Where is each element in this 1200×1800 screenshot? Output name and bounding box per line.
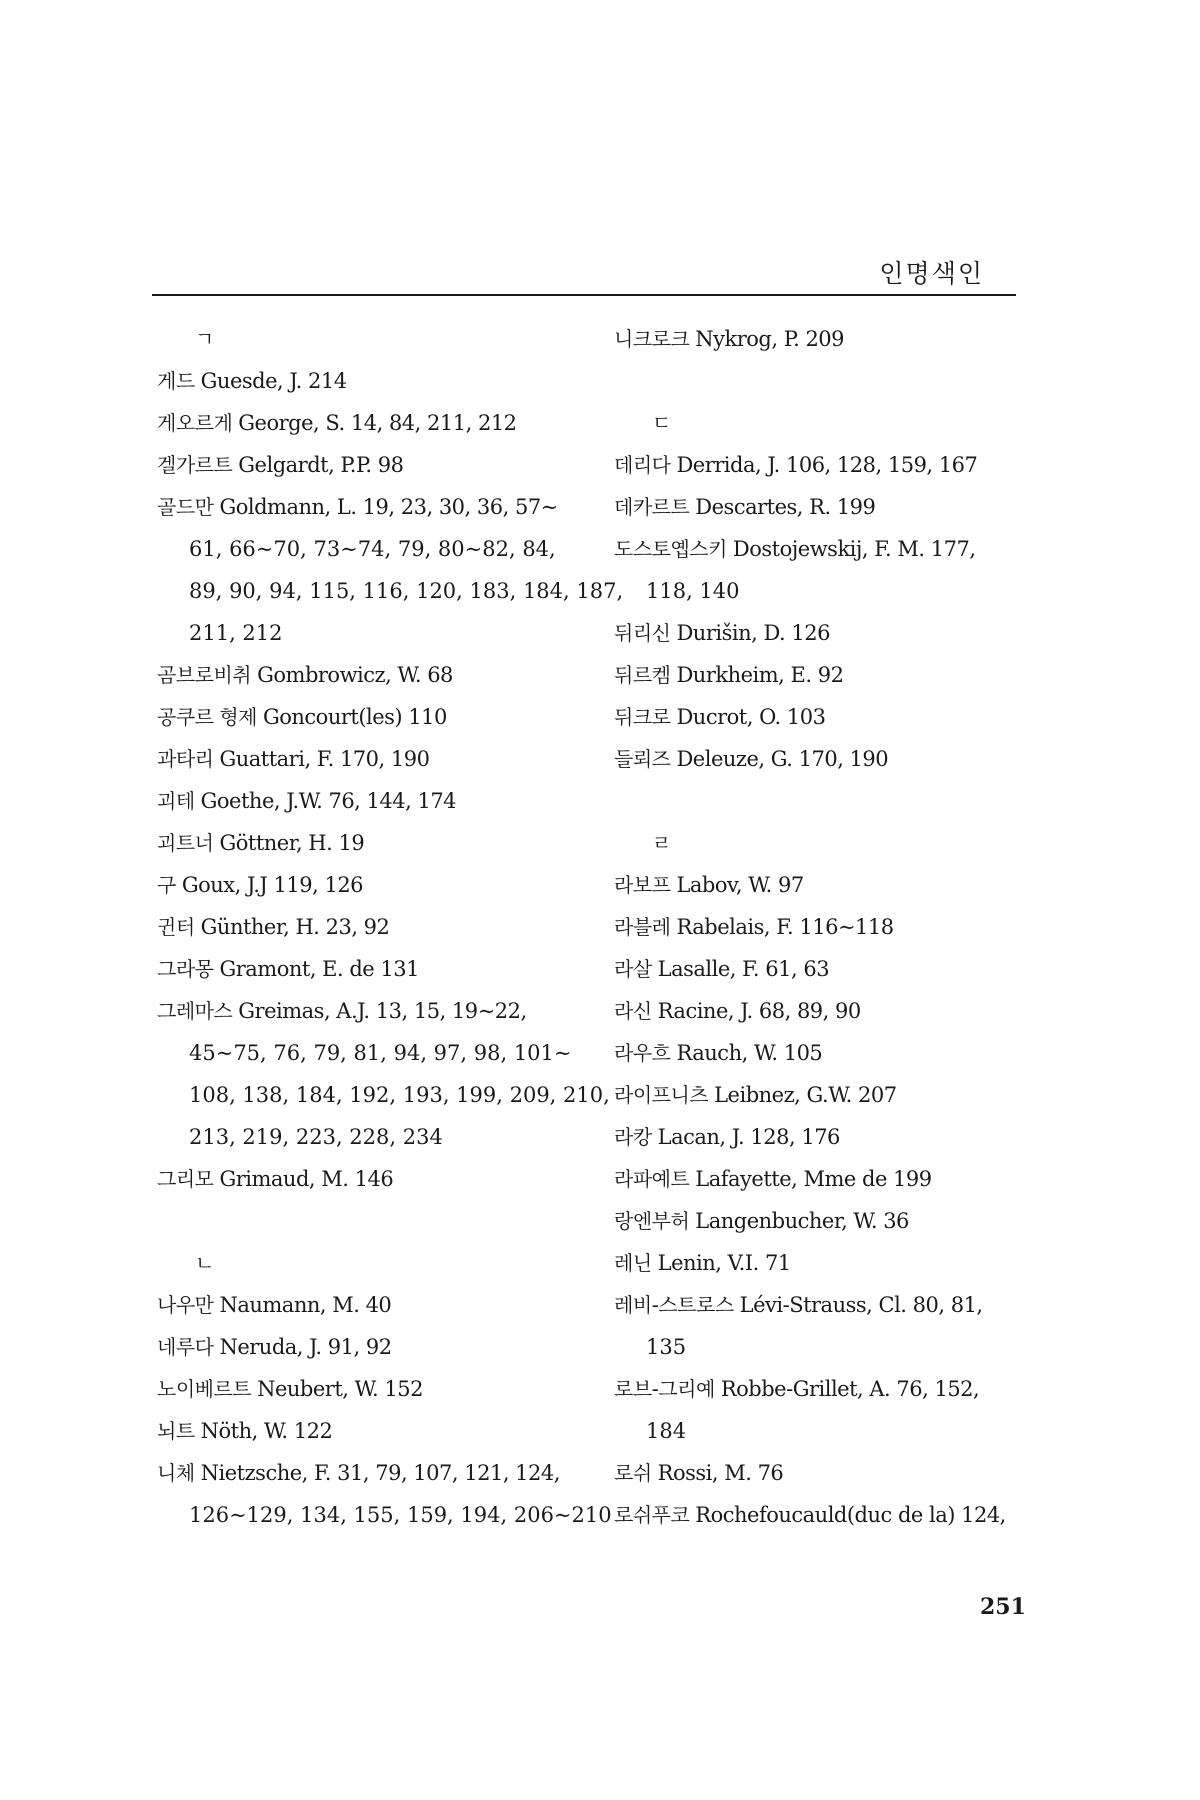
korean-name: 공쿠르 형제 [157, 705, 257, 729]
original-name-pages: Rossi, M. 76 [657, 1461, 784, 1485]
header-divider [152, 294, 1016, 296]
korean-name: 골드만 [157, 495, 214, 519]
original-name-pages: Goncourt(les) 110 [262, 705, 447, 729]
original-name-pages: George, S. 14, 84, 211, 212 [238, 411, 517, 435]
index-entry [614, 1242, 1064, 1284]
index-entry-continuation: 126∼129, 134, 155, 159, 194, 206∼210 [189, 1503, 612, 1527]
index-entry [614, 1368, 1064, 1410]
korean-name: 라파예트 [614, 1167, 690, 1191]
korean-name: 데리다 [614, 453, 671, 477]
original-name-pages: Leibnez, G.W. 207 [714, 1083, 897, 1107]
korean-name: 노이베르트 [157, 1377, 252, 1401]
index-entry-continuation: 61, 66∼70, 73∼74, 79, 80∼82, 84, [189, 537, 556, 561]
index-entry [614, 948, 1064, 990]
korean-name: 니크로크 [614, 327, 690, 351]
korean-name: 그라몽 [157, 957, 214, 981]
index-entry [614, 1494, 1064, 1536]
korean-name: 뇌트 [157, 1419, 195, 1443]
index-column-right [614, 318, 1064, 1536]
original-name-pages: Racine, J. 68, 89, 90 [657, 999, 861, 1023]
korean-name: 랑엔부허 [614, 1209, 690, 1233]
original-name-pages: Neubert, W. 152 [257, 1377, 423, 1401]
original-name-pages: Goethe, J.W. 76, 144, 174 [200, 789, 457, 813]
korean-name: 괴트너 [157, 831, 214, 855]
index-entry [157, 1452, 587, 1494]
original-name-pages: Durkheim, E. 92 [676, 663, 844, 687]
index-section-heading: ㄹ [652, 831, 672, 855]
index-entry [157, 738, 587, 780]
korean-name: 뒤르켐 [614, 663, 671, 687]
original-name-pages: Dostojewskij, F. M. 177, [732, 537, 976, 561]
korean-name: 네루다 [157, 1335, 214, 1359]
index-entry [614, 1284, 1064, 1326]
original-name-pages: Goux, J.J 119, 126 [181, 873, 364, 897]
page-number: 251 [980, 1594, 1026, 1620]
korean-name: 라우흐 [614, 1041, 671, 1065]
korean-name: 라살 [614, 957, 652, 981]
original-name-pages: Gelgardt, P.P. 98 [238, 453, 404, 477]
section-spacer [157, 1200, 587, 1242]
korean-name: 들뢰즈 [614, 747, 671, 771]
index-entry [157, 1368, 587, 1410]
index-entry [614, 696, 1064, 738]
index-entry-continuation: 213, 219, 223, 228, 234 [189, 1125, 443, 1149]
index-entry [614, 444, 1064, 486]
original-name-pages: Lacan, J. 128, 176 [657, 1125, 840, 1149]
index-entry [157, 864, 587, 906]
korean-name: 라이프니츠 [614, 1083, 709, 1107]
korean-name: 나우만 [157, 1293, 214, 1317]
index-entry [614, 1452, 1064, 1494]
index-entry [157, 822, 587, 864]
index-column-left [157, 318, 624, 1536]
index-entry [157, 1158, 587, 1200]
index-entry [614, 1032, 1064, 1074]
korean-name: 로쉬 [614, 1461, 652, 1485]
original-name-pages: Labov, W. 97 [676, 873, 804, 897]
original-name-pages: Derrida, J. 106, 128, 159, 167 [676, 453, 978, 477]
original-name-pages: Ducrot, O. 103 [676, 705, 826, 729]
index-entry [157, 906, 587, 948]
original-name-pages: Lévi-Strauss, Cl. 80, 81, [739, 1293, 983, 1317]
index-entry [157, 696, 587, 738]
index-entry [614, 864, 1064, 906]
korean-name: 로쉬푸코 [614, 1503, 690, 1527]
index-entry [614, 1116, 1064, 1158]
index-entry [614, 990, 1064, 1032]
korean-name: 겔가르트 [157, 453, 233, 477]
index-entry [614, 486, 1064, 528]
original-name-pages: Greimas, A.J. 13, 15, 19∼22, [238, 999, 527, 1023]
index-entry [614, 1158, 1064, 1200]
index-entry [614, 738, 1064, 780]
index-entry [157, 654, 587, 696]
korean-name: 그레마스 [157, 999, 233, 1023]
original-name-pages: Nietzsche, F. 31, 79, 107, 121, 124, [200, 1461, 560, 1485]
korean-name: 뒤크로 [614, 705, 671, 729]
index-entry [157, 1410, 587, 1452]
original-name-pages: Neruda, J. 91, 92 [219, 1335, 392, 1359]
index-entry [157, 486, 587, 528]
index-entry-continuation: 184 [646, 1419, 687, 1443]
index-entry [157, 402, 587, 444]
original-name-pages: Rabelais, F. 116∼118 [676, 915, 894, 939]
index-section-heading: ㄷ [652, 411, 672, 435]
original-name-pages: Lenin, V.I. 71 [657, 1251, 791, 1275]
index-entry-continuation: 89, 90, 94, 115, 116, 120, 183, 184, 187, [189, 579, 624, 603]
index-entry-continuation: 45∼75, 76, 79, 81, 94, 97, 98, 101∼ [189, 1041, 572, 1065]
korean-name: 구 [157, 873, 176, 897]
korean-name: 뒤리신 [614, 621, 671, 645]
korean-name: 과타리 [157, 747, 214, 771]
korean-name: 게드 [157, 369, 195, 393]
original-name-pages: Descartes, R. 199 [695, 495, 876, 519]
index-entry [157, 1326, 587, 1368]
original-name-pages: Gombrowicz, W. 68 [257, 663, 453, 687]
index-entry [157, 990, 587, 1032]
original-name-pages: Goldmann, L. 19, 23, 30, 36, 57∼ [219, 495, 558, 519]
index-entry [614, 906, 1064, 948]
section-spacer [614, 780, 1064, 822]
index-entry [614, 1074, 1064, 1116]
korean-name: 레닌 [614, 1251, 652, 1275]
index-entry [157, 948, 587, 990]
index-entry [157, 444, 587, 486]
korean-name: 로브-그리예 [614, 1377, 715, 1401]
korean-name: 데카르트 [614, 495, 690, 519]
index-section-heading: ㄱ [195, 327, 215, 351]
korean-name: 니체 [157, 1461, 195, 1485]
index-entry [157, 780, 587, 822]
original-name-pages: Durišin, D. 126 [676, 621, 830, 645]
korean-name: 도스토옙스키 [614, 537, 727, 561]
index-entry [614, 612, 1064, 654]
korean-name: 곰브로비취 [157, 663, 252, 687]
original-name-pages: Guesde, J. 214 [200, 369, 347, 393]
index-entry-continuation: 118, 140 [646, 579, 740, 603]
original-name-pages: Lafayette, Mme de 199 [695, 1167, 932, 1191]
original-name-pages: Guattari, F. 170, 190 [219, 747, 430, 771]
original-name-pages: Göttner, H. 19 [219, 831, 365, 855]
original-name-pages: Lasalle, F. 61, 63 [657, 957, 830, 981]
index-entry [157, 1284, 587, 1326]
original-name-pages: Deleuze, G. 170, 190 [676, 747, 889, 771]
index-section-heading: ㄴ [195, 1251, 215, 1275]
index-entry [614, 318, 1064, 360]
index-entry [614, 528, 1064, 570]
korean-name: 라신 [614, 999, 652, 1023]
korean-name: 게오르게 [157, 411, 233, 435]
original-name-pages: Nöth, W. 122 [200, 1419, 333, 1443]
korean-name: 괴테 [157, 789, 195, 813]
original-name-pages: Naumann, M. 40 [219, 1293, 392, 1317]
index-entry-continuation: 135 [646, 1335, 687, 1359]
korean-name: 라보프 [614, 873, 671, 897]
korean-name: 라블레 [614, 915, 671, 939]
index-entry [157, 360, 587, 402]
section-spacer [614, 360, 1064, 402]
original-name-pages: Gramont, E. de 131 [219, 957, 419, 981]
index-entry-continuation: 211, 212 [189, 621, 283, 645]
original-name-pages: Langenbucher, W. 36 [695, 1209, 909, 1233]
original-name-pages: Günther, H. 23, 92 [200, 915, 390, 939]
korean-name: 라캉 [614, 1125, 652, 1149]
page-title: 인명색인 [879, 259, 984, 288]
original-name-pages: Nykrog, P. 209 [695, 327, 845, 351]
original-name-pages: Grimaud, M. 146 [219, 1167, 394, 1191]
original-name-pages: Robbe-Grillet, A. 76, 152, [720, 1377, 980, 1401]
original-name-pages: Rochefoucauld(duc de la) 124, [695, 1503, 1006, 1527]
index-entry [614, 654, 1064, 696]
korean-name: 그리모 [157, 1167, 214, 1191]
korean-name: 레비-스트로스 [614, 1293, 734, 1317]
index-entry [614, 1200, 1064, 1242]
korean-name: 귄터 [157, 915, 195, 939]
original-name-pages: Rauch, W. 105 [676, 1041, 823, 1065]
index-entry-continuation: 108, 138, 184, 192, 193, 199, 209, 210, [189, 1083, 610, 1107]
